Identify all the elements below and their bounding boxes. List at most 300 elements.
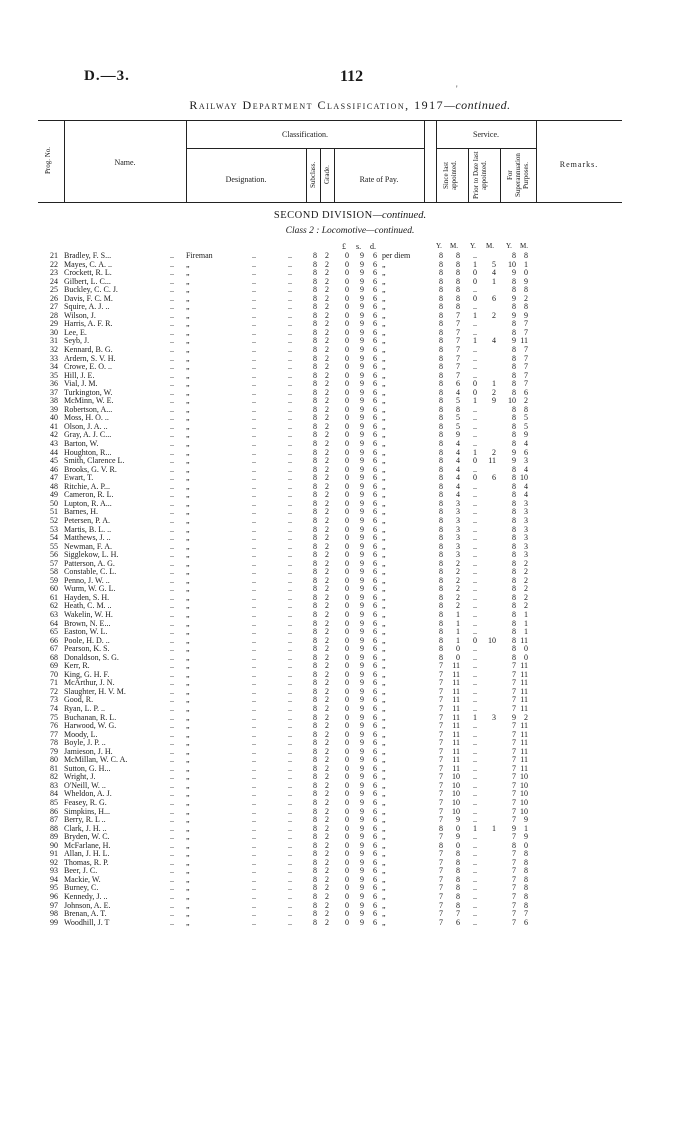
employee-name: Jamieson, J. H. xyxy=(64,746,113,756)
leader-dots: .. xyxy=(288,473,292,483)
grade: 2 xyxy=(325,473,329,483)
table-row xyxy=(0,919,700,928)
super-years: 8 xyxy=(512,464,516,474)
subclass: 8 xyxy=(313,721,317,731)
pay-pounds: 0 xyxy=(345,362,349,372)
grade: 2 xyxy=(325,507,329,517)
pay-pence: 6 xyxy=(373,362,377,372)
super-years: 8 xyxy=(512,490,516,500)
leader-dots: .. xyxy=(288,268,292,278)
prior-months: 11 xyxy=(488,456,496,466)
super-years: 7 xyxy=(512,755,516,765)
designation: „ xyxy=(186,345,190,355)
pay-shillings: 9 xyxy=(360,772,364,782)
grade: 2 xyxy=(325,729,329,739)
since-months: 4 xyxy=(456,439,460,449)
pay-pence: 6 xyxy=(373,379,377,389)
leader-dots: .. xyxy=(252,507,256,517)
designation: „ xyxy=(186,259,190,269)
since-years: 8 xyxy=(439,404,443,414)
row-number: 45 xyxy=(50,456,58,466)
pay-shillings: 9 xyxy=(360,327,364,337)
prior-years: .. xyxy=(473,652,477,662)
prior-years: .. xyxy=(473,541,477,551)
pay-period: „ xyxy=(382,259,386,269)
leader-dots: .. xyxy=(252,498,256,508)
pay-shillings: 9 xyxy=(360,319,364,329)
leader-dots: .. xyxy=(252,712,256,722)
designation: „ xyxy=(186,909,190,919)
since-months: 4 xyxy=(456,473,460,483)
pay-pence: 6 xyxy=(373,421,377,431)
leader-dots: .. xyxy=(252,789,256,799)
employee-name: Mayes, C. A. .. xyxy=(64,259,112,269)
pay-period: „ xyxy=(382,336,386,346)
grade: 2 xyxy=(325,695,329,705)
grade: 2 xyxy=(325,447,329,457)
pay-pence: 6 xyxy=(373,857,377,867)
employee-name: Gilbert, L. C... xyxy=(64,276,111,286)
pay-period: „ xyxy=(382,567,386,577)
since-years: 8 xyxy=(439,575,443,585)
subclass: 8 xyxy=(313,652,317,662)
pay-pence: 6 xyxy=(373,763,377,773)
prior-years: .. xyxy=(473,840,477,850)
leader-dots: .. xyxy=(252,883,256,893)
super-months: 4 xyxy=(524,439,528,449)
leader-dots: .. xyxy=(252,490,256,500)
pay-period: „ xyxy=(382,379,386,389)
row-number: 88 xyxy=(50,823,58,833)
leader-dots: .. xyxy=(170,490,174,500)
employee-name: Wakelin, W. H. xyxy=(64,609,113,619)
super-years: 7 xyxy=(512,729,516,739)
leader-dots: .. xyxy=(170,712,174,722)
subclass: 8 xyxy=(313,618,317,628)
prior-years: .. xyxy=(473,849,477,859)
leader-dots: .. xyxy=(288,883,292,893)
pay-pounds: 0 xyxy=(345,609,349,619)
employee-name: King, G. H. F. xyxy=(64,669,110,679)
super-years: 7 xyxy=(512,703,516,713)
super-months: 3 xyxy=(524,456,528,466)
since-months: 7 xyxy=(456,336,460,346)
since-months: 9 xyxy=(456,430,460,440)
row-number: 31 xyxy=(50,336,58,346)
leader-dots: .. xyxy=(288,533,292,543)
prior-years: 1 xyxy=(473,259,477,269)
pay-period: „ xyxy=(382,763,386,773)
designation: „ xyxy=(186,575,190,585)
row-number: 85 xyxy=(50,798,58,807)
since-years: 8 xyxy=(439,464,443,474)
pay-pounds: 0 xyxy=(345,686,349,696)
pay-period: „ xyxy=(382,780,386,790)
row-number: 73 xyxy=(50,695,58,705)
pay-shillings: 9 xyxy=(360,447,364,457)
super-years: 8 xyxy=(512,345,516,355)
grade: 2 xyxy=(325,276,329,286)
super-months: 10 xyxy=(520,798,528,807)
doc-code: D.—3. xyxy=(84,68,130,84)
pay-shillings: 9 xyxy=(360,498,364,508)
grade: 2 xyxy=(325,421,329,431)
pay-period: „ xyxy=(382,755,386,765)
leader-dots: .. xyxy=(252,413,256,423)
pay-period: „ xyxy=(382,618,386,628)
since-months: 1 xyxy=(456,635,460,645)
header-name: Name. xyxy=(114,158,136,167)
pay-pounds: 0 xyxy=(345,584,349,594)
since-months: 8 xyxy=(456,268,460,278)
pay-pounds: 0 xyxy=(345,327,349,337)
pay-pounds: 0 xyxy=(345,498,349,508)
super-months: 3 xyxy=(524,533,528,543)
pay-pence: 6 xyxy=(373,575,377,585)
row-number: 43 xyxy=(50,439,58,449)
since-years: 8 xyxy=(439,533,443,543)
super-months: 8 xyxy=(524,874,528,884)
since-months: 1 xyxy=(456,618,460,628)
row-number: 76 xyxy=(50,721,58,731)
pay-period: „ xyxy=(382,798,386,807)
row-number: 64 xyxy=(50,618,58,628)
pay-pence: 6 xyxy=(373,840,377,850)
prior-years: .. xyxy=(473,550,477,560)
subclass: 8 xyxy=(313,481,317,491)
leader-dots: .. xyxy=(170,789,174,799)
leader-dots: .. xyxy=(252,259,256,269)
grade: 2 xyxy=(325,387,329,397)
leader-dots: .. xyxy=(170,276,174,286)
row-number: 30 xyxy=(50,327,58,337)
prior-years: .. xyxy=(473,515,477,525)
super-years: 8 xyxy=(512,652,516,662)
pay-period: „ xyxy=(382,413,386,423)
row-number: 22 xyxy=(50,259,58,269)
super-years: 7 xyxy=(512,721,516,731)
subclass: 8 xyxy=(313,900,317,910)
super-years: 8 xyxy=(512,550,516,560)
prior-years: 1 xyxy=(473,712,477,722)
employee-name: Kerr, R. xyxy=(64,661,90,671)
super-years: 9 xyxy=(512,456,516,466)
grade: 2 xyxy=(325,738,329,748)
pay-pence: 6 xyxy=(373,345,377,355)
super-years: 7 xyxy=(512,832,516,842)
since-months: 4 xyxy=(456,456,460,466)
super-months: 6 xyxy=(524,387,528,397)
super-months: 2 xyxy=(524,592,528,602)
leader-dots: .. xyxy=(252,319,256,329)
prior-years: .. xyxy=(473,874,477,884)
pay-shillings: 9 xyxy=(360,729,364,739)
super-months: 4 xyxy=(524,490,528,500)
pay-pence: 6 xyxy=(373,310,377,320)
pay-pounds: 0 xyxy=(345,310,349,320)
row-number: 80 xyxy=(50,755,58,765)
designation: „ xyxy=(186,379,190,389)
grade: 2 xyxy=(325,533,329,543)
pay-pence: 6 xyxy=(373,678,377,688)
subclass: 8 xyxy=(313,473,317,483)
leader-dots: .. xyxy=(252,686,256,696)
pay-shillings: 9 xyxy=(360,413,364,423)
employee-name: Robertson, A... xyxy=(64,404,113,414)
since-months: 11 xyxy=(452,695,460,705)
pay-pence: 6 xyxy=(373,772,377,782)
employee-name: Matthews, J. .. xyxy=(64,533,111,543)
prior-months: 5 xyxy=(492,259,496,269)
employee-name: Moss, H. O. .. xyxy=(64,413,109,423)
pay-pence: 6 xyxy=(373,515,377,525)
super-months: 7 xyxy=(524,362,528,372)
super-months: 8 xyxy=(524,857,528,867)
grade: 2 xyxy=(325,259,329,269)
row-number: 79 xyxy=(50,746,58,756)
pay-period: „ xyxy=(382,268,386,278)
super-months: 1 xyxy=(524,823,528,833)
prior-years: .. xyxy=(473,772,477,782)
since-years: 8 xyxy=(439,524,443,534)
pay-pounds: 0 xyxy=(345,729,349,739)
leader-dots: .. xyxy=(288,302,292,312)
subclass: 8 xyxy=(313,729,317,739)
grade: 2 xyxy=(325,567,329,577)
since-years: 8 xyxy=(439,396,443,406)
classification-table-body xyxy=(0,252,700,927)
grade: 2 xyxy=(325,892,329,902)
leader-dots: .. xyxy=(252,601,256,611)
subclass: 8 xyxy=(313,866,317,876)
prior-months: 4 xyxy=(492,336,496,346)
since-months: 11 xyxy=(452,738,460,748)
pay-shillings: 9 xyxy=(360,379,364,389)
super-years: 8 xyxy=(512,524,516,534)
row-number: 94 xyxy=(50,874,58,884)
super-months: 9 xyxy=(524,430,528,440)
since-years: 8 xyxy=(439,362,443,372)
since-months-label: M. xyxy=(450,242,458,250)
leader-dots: .. xyxy=(288,601,292,611)
row-number: 61 xyxy=(50,592,58,602)
pay-pounds: 0 xyxy=(345,652,349,662)
super-months: 8 xyxy=(524,849,528,859)
pay-pence: 6 xyxy=(373,319,377,329)
leader-dots: .. xyxy=(252,618,256,628)
super-years: 8 xyxy=(512,840,516,850)
employee-name: Olson, J. A. .. xyxy=(64,421,108,431)
pay-period: „ xyxy=(382,507,386,517)
pay-pence: 6 xyxy=(373,584,377,594)
super-months: 0 xyxy=(524,840,528,850)
pay-period: „ xyxy=(382,712,386,722)
since-months: 8 xyxy=(456,276,460,286)
since-years: 8 xyxy=(439,550,443,560)
pay-period: „ xyxy=(382,285,386,295)
table-row xyxy=(0,303,700,312)
header-classification: Classification. xyxy=(282,130,328,139)
employee-name: Penno, J. W. .. xyxy=(64,575,110,585)
leader-dots: .. xyxy=(252,900,256,910)
since-years: 8 xyxy=(439,481,443,491)
employee-name: Allan, J. H. L. xyxy=(64,849,110,859)
employee-name: Burney, C. xyxy=(64,883,99,893)
grade: 2 xyxy=(325,293,329,303)
subclass: 8 xyxy=(313,575,317,585)
pay-shillings: 9 xyxy=(360,575,364,585)
leader-dots: .. xyxy=(170,567,174,577)
prior-months: 9 xyxy=(492,396,496,406)
since-months: 9 xyxy=(456,832,460,842)
row-number: 54 xyxy=(50,533,58,543)
grade: 2 xyxy=(325,481,329,491)
subclass: 8 xyxy=(313,815,317,825)
division-name: SECOND DIVISION xyxy=(273,210,373,221)
super-months: 2 xyxy=(524,712,528,722)
super-years: 10 xyxy=(508,259,516,269)
grade: 2 xyxy=(325,772,329,782)
pay-period: „ xyxy=(382,686,386,696)
super-months: 6 xyxy=(524,917,528,927)
pay-pence: 6 xyxy=(373,541,377,551)
grade: 2 xyxy=(325,251,329,260)
since-months: 4 xyxy=(456,481,460,491)
leader-dots: .. xyxy=(252,815,256,825)
leader-dots: .. xyxy=(252,806,256,816)
subclass: 8 xyxy=(313,310,317,320)
pay-pounds: 0 xyxy=(345,447,349,457)
designation: „ xyxy=(186,541,190,551)
row-number: 99 xyxy=(50,917,58,927)
leader-dots: .. xyxy=(288,464,292,474)
subclass: 8 xyxy=(313,524,317,534)
since-years: 8 xyxy=(439,490,443,500)
pay-pence: 6 xyxy=(373,396,377,406)
prior-years: .. xyxy=(473,661,477,671)
table-row xyxy=(0,859,700,868)
leader-dots: .. xyxy=(170,661,174,671)
pay-pounds: 0 xyxy=(345,379,349,389)
since-years: 7 xyxy=(439,746,443,756)
pay-pence: 6 xyxy=(373,507,377,517)
leader-dots: .. xyxy=(288,721,292,731)
leader-dots: .. xyxy=(170,507,174,517)
pay-pounds: 0 xyxy=(345,780,349,790)
super-months: 10 xyxy=(520,789,528,799)
pay-pounds: 0 xyxy=(345,276,349,286)
leader-dots: .. xyxy=(170,353,174,363)
pay-shillings: 9 xyxy=(360,567,364,577)
prior-years-label: Y. xyxy=(470,242,476,250)
title-text: Railway Department Classification, 1917 xyxy=(189,98,445,112)
super-months: 7 xyxy=(524,353,528,363)
super-months: 10 xyxy=(520,780,528,790)
leader-dots: .. xyxy=(252,550,256,560)
designation: „ xyxy=(186,635,190,645)
leader-dots: .. xyxy=(252,644,256,654)
pay-shillings: 9 xyxy=(360,396,364,406)
employee-name: Woodhill, J. T xyxy=(64,917,110,927)
pay-shillings: 9 xyxy=(360,738,364,748)
super-months: 11 xyxy=(520,669,528,679)
prior-years: .. xyxy=(473,669,477,679)
prior-years: .. xyxy=(473,498,477,508)
pay-period: per diem xyxy=(382,251,411,260)
prior-months: 2 xyxy=(492,447,496,457)
grade: 2 xyxy=(325,652,329,662)
grade: 2 xyxy=(325,584,329,594)
pay-pounds: 0 xyxy=(345,533,349,543)
super-years: 8 xyxy=(512,498,516,508)
pay-pence: 6 xyxy=(373,703,377,713)
since-months: 2 xyxy=(456,575,460,585)
designation: „ xyxy=(186,319,190,329)
pay-pounds: 0 xyxy=(345,917,349,927)
pay-pence: 6 xyxy=(373,592,377,602)
since-months: 8 xyxy=(456,866,460,876)
prior-years: .. xyxy=(473,780,477,790)
leader-dots: .. xyxy=(252,857,256,867)
super-months: 8 xyxy=(524,866,528,876)
leader-dots: .. xyxy=(288,567,292,577)
designation: „ xyxy=(186,669,190,679)
pay-period: „ xyxy=(382,447,386,457)
pay-shillings: 9 xyxy=(360,806,364,816)
subclass: 8 xyxy=(313,832,317,842)
employee-name: Vial, J. M. xyxy=(64,379,98,389)
grade: 2 xyxy=(325,285,329,295)
since-years: 7 xyxy=(439,695,443,705)
since-months: 11 xyxy=(452,721,460,731)
leader-dots: .. xyxy=(170,396,174,406)
row-number: 32 xyxy=(50,345,58,355)
pay-period: „ xyxy=(382,490,386,500)
since-months: 2 xyxy=(456,601,460,611)
since-months: 6 xyxy=(456,379,460,389)
since-years: 7 xyxy=(439,909,443,919)
designation: „ xyxy=(186,703,190,713)
designation: „ xyxy=(186,866,190,876)
leader-dots: .. xyxy=(288,285,292,295)
prior-years: .. xyxy=(473,439,477,449)
leader-dots: .. xyxy=(288,481,292,491)
leader-dots: .. xyxy=(288,892,292,902)
leader-dots: .. xyxy=(288,336,292,346)
row-number: 57 xyxy=(50,558,58,568)
super-years: 8 xyxy=(512,481,516,491)
since-years: 7 xyxy=(439,832,443,842)
grade: 2 xyxy=(325,302,329,312)
employee-name: Lupton, R. A... xyxy=(64,498,112,508)
super-years: 10 xyxy=(508,396,516,406)
grade: 2 xyxy=(325,268,329,278)
header-rate-of-pay: Rate of Pay. xyxy=(359,175,399,184)
row-number: 55 xyxy=(50,541,58,551)
leader-dots: .. xyxy=(288,259,292,269)
employee-name: Davis, F. C. M. xyxy=(64,293,113,303)
leader-dots: .. xyxy=(170,695,174,705)
since-years: 8 xyxy=(439,336,443,346)
pay-pence: 6 xyxy=(373,695,377,705)
grade: 2 xyxy=(325,558,329,568)
super-years: 9 xyxy=(512,268,516,278)
leader-dots: .. xyxy=(288,712,292,722)
subclass: 8 xyxy=(313,601,317,611)
pay-pounds: 0 xyxy=(345,627,349,637)
prior-years: .. xyxy=(473,755,477,765)
leader-dots: .. xyxy=(252,567,256,577)
